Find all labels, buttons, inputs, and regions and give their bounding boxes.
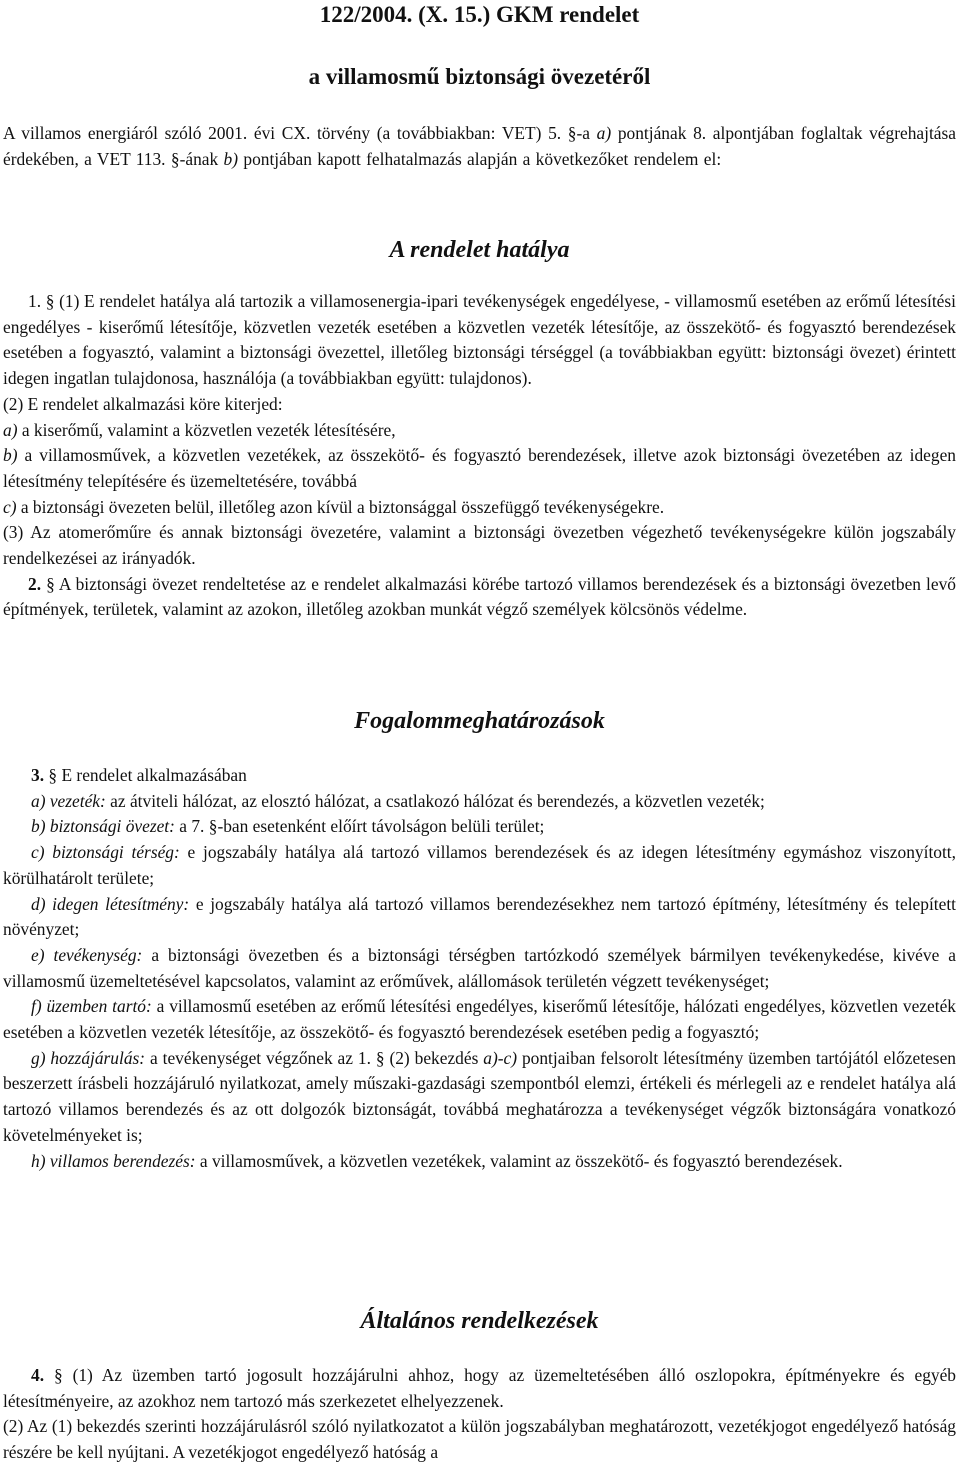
definition-item: [3, 892, 956, 943]
paragraph-2: [3, 572, 956, 623]
definition-text: a villamosművek, a közvetlen vezetékek, valamint az összekötő- és fogyasztó berendezések.: [195, 1150, 843, 1171]
list-item: [3, 418, 956, 444]
list-item: [3, 443, 956, 494]
definition-text: pontjaiban felsorolt létesítmény üzemben tartójától előzetesen beszerzett írásbeli hozzájáruló nyilatkozat, amely műszaki-gazdasági szempontból elemzi, értékeli és mérlegeli az e rendelet hatálya alá tartozó villamos berendezés és az ott dolgozók biztonságát, továbbá meghatározza a tevékenységet végzők biztonságára vonatkozó követelményeket is;: [3, 1047, 956, 1145]
definition-ref: a)-c): [483, 1047, 518, 1068]
definition-term: g) hozzájárulás:: [31, 1047, 146, 1068]
definition-text: a tevékenységet végzőnek az 1. § (2) bekezdés: [145, 1047, 484, 1068]
paragraph-number: 3.: [31, 765, 45, 785]
list-item: [3, 495, 956, 521]
paragraph-text: § (1) Az üzemben tartó jogosult hozzájárulni ahhoz, hogy az üzemeltetésében álló oszlopokra, építményekre és egyéb létesítményeire, az azokhoz nem tartozó más szerkezetet elhelyezzenek.: [3, 1365, 956, 1411]
definition-item: [3, 994, 956, 1045]
paragraph-number: 1.: [28, 291, 42, 311]
item-label: b): [3, 445, 18, 466]
item-text: a biztonsági övezeten belül, illetőleg azon kívül a biztonsággal összefüggő tevékenységekre.: [16, 496, 665, 517]
preamble-text: pontjának 8. alpontjában foglaltak végrehajtása érdekében, a VET 113. §-ának: [3, 123, 956, 169]
preamble-ref-b: b): [223, 148, 239, 169]
definition-item: [3, 943, 956, 994]
item-text: a villamosművek, a közvetlen vezetékek, az összekötő- és fogyasztó berendezések, illetve azok biztonsági övezetében az idegen létesítmény telepítésére és üzemeltetésére, továbbá: [3, 445, 956, 491]
definition-term: h) villamos berendezés:: [31, 1150, 196, 1171]
item-text: a kiserőmű, valamint a közvetlen vezeték létesítésére,: [17, 419, 396, 440]
document-subtitle: a villamosmű biztonsági övezetéről: [308, 64, 651, 89]
preamble-text: A villamos energiáról szóló 2001. évi CX. törvény (a továbbiakban: VET) 5. §-a: [3, 123, 597, 143]
paragraph-text: § E rendelet alkalmazásában: [44, 765, 247, 785]
subsection: (2) E rendelet alkalmazási köre kiterjed:: [3, 393, 283, 414]
definition-text: a 7. §-ban esetenként előírt távolságon belüli terület;: [174, 816, 545, 837]
definition-item: [3, 814, 956, 840]
definition-item: [3, 1046, 956, 1149]
definition-item: [3, 1149, 956, 1175]
definition-term: a) vezeték:: [31, 790, 106, 811]
document-title: 122/2004. (X. 15.) GKM rendelet: [319, 2, 640, 27]
preamble-text: pontjában kapott felhatalmazás alapján a következőket rendelem el:: [238, 148, 722, 169]
definition-text: e jogszabály hatálya alá tartozó villamos berendezések és az idegen létesítmény egymáshoz viszonyított, körülhatárolt területe;: [3, 842, 956, 888]
section-heading: A rendelet hatálya: [389, 237, 570, 263]
section-general-body: [3, 1363, 956, 1466]
definition-term: b) biztonsági övezet:: [31, 816, 175, 837]
paragraph-text: § A biztonsági övezet rendeltetése az e rendelet alkalmazási körébe tartozó villamos berendezések és a biztonsági övezetben levő építmények, területek, valamint az azokon, illetőleg azokban munkát végző személyek kölcsönös védelme.: [3, 573, 956, 620]
definition-item: [3, 789, 956, 815]
definition-text: a villamosmű esetében az erőmű létesítési engedélyes, kiserőmű létesítője, hálózati engedélyes, közvetlen vezeték esetében a közvetlen vezeték létesítője, az összekötő- és fogyasztó berendezések esetében pedig a fogyasztó;: [3, 996, 956, 1043]
preamble: [3, 121, 956, 172]
item-label: a): [3, 419, 18, 440]
definition-term: c) biztonsági térség:: [31, 842, 180, 863]
subsection: (2) Az (1) bekezdés szerinti hozzájárulásról szóló nyilatkozatot a külön jogszabályban meghatározott, vezetékjogot engedélyező hatóság részére be kell nyújtani. A vezetékjogot engedélyező hatóság a: [3, 1416, 956, 1463]
definition-term: e) tevékenység:: [31, 944, 143, 965]
section-definitions-body: [3, 763, 956, 1174]
definition-term: d) idegen létesítmény:: [31, 893, 190, 914]
definition-text: az átviteli hálózat, az elosztó hálózat, a csatlakozó hálózat és berendezés, a közvetlen vezeték;: [105, 790, 765, 811]
section-scope-body: [3, 289, 956, 623]
paragraph-number: 2.: [28, 573, 42, 594]
paragraph-1: [3, 289, 956, 392]
definition-item: [3, 840, 956, 891]
definition-text: e jogszabály hatálya alá tartozó villamos berendezésekhez nem tartozó építmény, létesítmény és telepített növényzet;: [3, 893, 956, 940]
paragraph-3: [3, 763, 956, 789]
definition-text: a biztonsági övezetben és a biztonsági térségben tartózkodó személyek bármilyen tevékenykedése, kivéve a villamosmű üzemeltetésével kapcsolatos, valamint az erőművek, alállomások területén végzett tevékenységet;: [3, 944, 956, 991]
paragraph-number: 4.: [31, 1365, 45, 1385]
subsection: (3) Az atomerőműre és annak biztonsági övezetére, valamint a biztonsági övezetben végezhető tevékenységekre külön jogszabály rendelkezései az irányadók.: [3, 522, 956, 569]
section-heading: Fogalommeghatározások: [354, 708, 605, 734]
section-heading: Általános rendelkezések: [360, 1308, 599, 1334]
paragraph-text: § (1) E rendelet hatálya alá tartozik a villamosenergia-ipari tevékenységek engedélyese, - villamosmű esetében az erőmű létesítési engedélyes - kiserőmű létesítője, közvetlen vezeték esetében a közvetlen vezeték létesítője, az összekötő- és fogyasztó berendezések esetében a fogyasztó, valamint a biztonsági övezettel, illetőleg biztonsági térséggel (a továbbiakban együtt: biztonsági övezet) érintett idegen ingatlan tulajdonosa, használója (a továbbiakban együtt: tulajdonos).: [3, 291, 956, 389]
preamble-ref-a: a): [596, 123, 612, 143]
paragraph-4: [3, 1363, 956, 1414]
definition-term: f) üzemben tartó:: [31, 996, 152, 1017]
item-label: c): [3, 496, 17, 517]
